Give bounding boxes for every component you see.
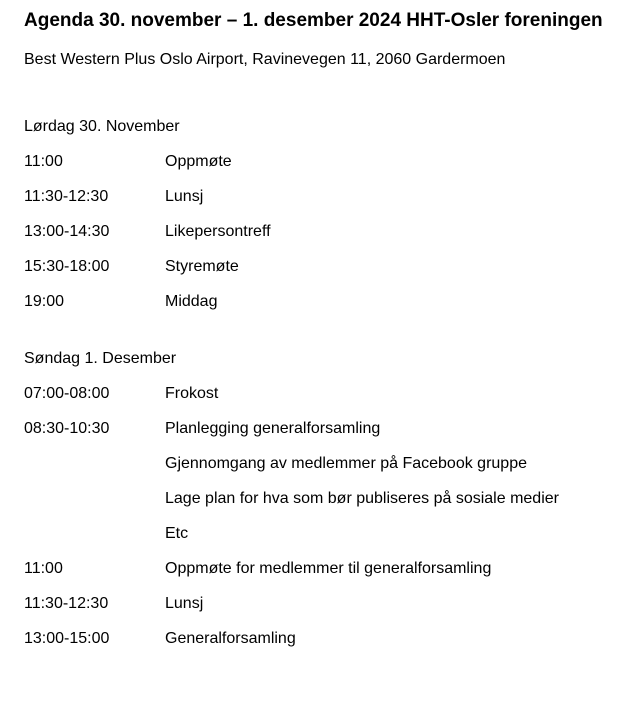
schedule-time: 13:00-15:00 <box>24 630 110 647</box>
schedule-time: 19:00 <box>24 293 65 310</box>
schedule-activity: Styremøte <box>165 258 239 275</box>
schedule-time: 11:00 <box>24 560 63 577</box>
schedule-row <box>24 628 622 650</box>
day-sunday <box>24 348 622 650</box>
schedule-row <box>24 256 622 278</box>
schedule-row <box>24 523 622 545</box>
schedule-activity: Likepersontreff <box>165 223 271 240</box>
day-heading: Lørdag 30. November <box>24 118 180 135</box>
schedule-time: 13:00-14:30 <box>24 223 110 240</box>
schedule-time: 11:00 <box>24 153 63 170</box>
schedule-row <box>24 186 622 208</box>
schedule-time: 07:00-08:00 <box>24 385 110 402</box>
schedule-row <box>24 418 622 440</box>
schedule-activity: Frokost <box>165 385 219 402</box>
schedule-activity: Oppmøte for medlemmer til generalforsamling <box>165 560 492 577</box>
schedule-activity: Lunsj <box>165 595 204 612</box>
schedule-activity: Lunsj <box>165 188 204 205</box>
schedule-row <box>24 488 622 510</box>
schedule-row <box>24 558 622 580</box>
schedule-time: 11:30-12:30 <box>24 595 109 612</box>
schedule-time <box>24 523 165 545</box>
schedule-time: 11:30-12:30 <box>24 188 109 205</box>
schedule-activity: Gjennomgang av medlemmer på Facebook gruppe <box>165 455 527 472</box>
venue-address: Best Western Plus Oslo Airport, Ravinevegen 11, 2060 Gardermoen <box>24 51 506 68</box>
schedule-activity: Generalforsamling <box>165 630 296 647</box>
schedule-time: 15:30-18:00 <box>24 258 110 275</box>
schedule-time: 08:30-10:30 <box>24 420 110 437</box>
schedule-time <box>24 488 165 510</box>
schedule-activity: Lage plan for hva som bør publiseres på sosiale medier <box>165 490 559 507</box>
schedule-row <box>24 221 622 243</box>
agenda-title: Agenda 30. november – 1. desember 2024 HHT-Osler foreningen <box>24 10 603 31</box>
schedule-row <box>24 453 622 475</box>
schedule-activity: Planlegging generalforsamling <box>165 420 381 437</box>
schedule-activity: Etc <box>165 525 189 542</box>
schedule-row <box>24 383 622 405</box>
schedule-row <box>24 593 622 615</box>
schedule-row <box>24 151 622 173</box>
day-saturday <box>24 116 622 313</box>
schedule-activity: Middag <box>165 293 218 310</box>
day-heading: Søndag 1. Desember <box>24 350 177 367</box>
schedule-time <box>24 453 165 475</box>
schedule-activity: Oppmøte <box>165 153 232 170</box>
schedule-row <box>24 291 622 313</box>
